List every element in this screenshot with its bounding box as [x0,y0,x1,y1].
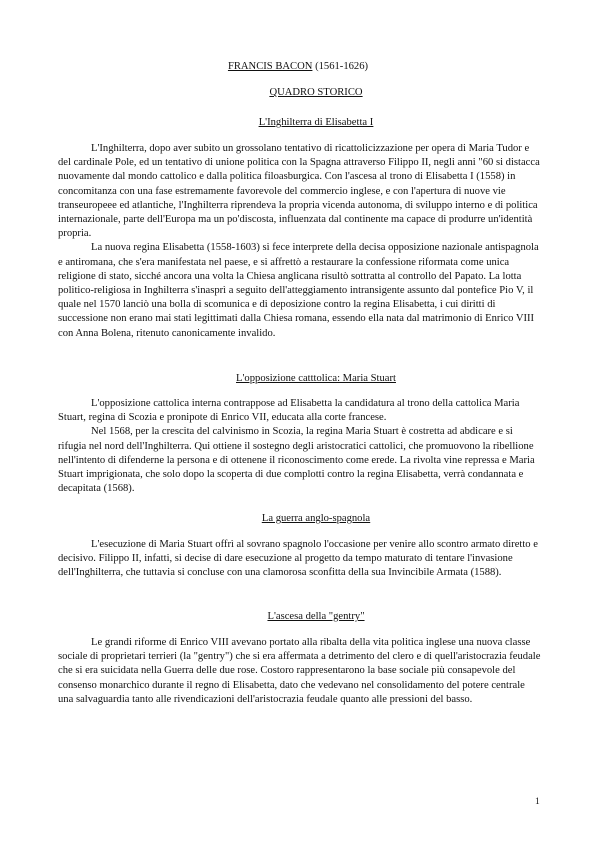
document-subtitle: QUADRO STORICO [269,87,363,98]
section-body-guerra [58,538,542,581]
author-dates: (1561-1626) [315,61,369,72]
paragraph: Nel 1568, per la crescita del calvinismo in Scozia, la regina Maria Stuart è costretta ad abdicare e si rifugia nel nord dell'Inghilterra. Qui ottiene il sostegno degli aristocratici cattolici, che promuovono la ribellione nell'intento di difenderne la persona e di ottenene il riconoscimento come erede. La rivolta vine repressa e Maria Stuart imprigionata, che solo dopo la scoperta di due complotti contro la regina Elisabetta, verrà condannata e decapitata (1568). [58,426,535,495]
section-heading-guerra: La guerra anglo-spagnola [261,513,371,524]
section-heading-maria-stuart: L'opposizione catttolica: Maria Stuart [236,373,396,384]
paragraph: L'opposizione cattolica interna contrappose ad Elisabetta la candidatura al trono della cattolica Maria Stuart, regina di Scozia e pronipote di Enrico VII, educata alla corte francese. [58,398,520,424]
paragraph: L'Inghilterra, dopo aver subito un grossolano tentativo di ricattolicizzazione per opera di Maria Tudor e del cardinale Pole, ed un tentativo di unione politica con la Spagna attraverso Filippo II, negli anni "60 si distacca nuovamente dal mondo cattolico e dalla politica filoasburgica. Con l'ascesa al trono di Elisabetta I (1558) in concomitanza con una fase estremamente favorevole del commercio inglese, e con l'apertura di nuove vie transeuropeee ed atlantiche, l'Inghilterra riprendeva la propria vicenda autonoma, di sviluppo interno e di politica internazionale, parte dell'Europa ma un po'discosta, influenzata dal continente ma capace di produrre un'identità propria. [58,143,540,240]
page-number: 1 [535,797,540,807]
document-title [0,60,596,74]
section-heading-gentry: L'ascesa della "gentry" [267,611,365,622]
section-body-inghilterra [58,142,542,341]
author-name: FRANCIS BACON [227,61,313,72]
paragraph: L'esecuzione di Maria Stuart offrì al sovrano spagnolo l'occasione per venire allo scontro armato diretto e decisivo. Filippo II, infatti, si decise di dare esecuzione al progetto da tempo maturato di tentare l'invasione dell'Inghilterra, che tuttavia si concluse con una clamorosa sconfitta della sua Invincibile Armata (1588). [58,539,538,579]
paragraph: La nuova regina Elisabetta (1558-1603) si fece interprete della decisa opposizione nazionale antispagnola e antiromana, che s'era manifestata nel paese, e si affrettò a restaurare la confessione riformata come unica religione di stato, sicché ancora una volta la Chiesa anglicana risultò sottratta al controllo del Papato. La lotta politico-religiosa in Inghilterra s'inasprì a seguito dell'atteggiamento intransigente assunto dal pontefice Pio V, il quale nel 1570 lanciò una bolla di scomunica e di deposizione contro la regina Elisabetta, i cui diritti di successione non erano mai stati legittimati dalla Chiesa romana, essendo ella nata dal matrimonio di Enrico VIII con Anna Bolena, ritenuto canonicamente invalido. [58,242,539,339]
section-body-gentry [58,636,542,707]
section-body-maria-stuart [58,397,542,496]
paragraph: Le grandi riforme di Enrico VIII avevano portato alla ribalta della vita politica inglese una nuova classe sociale di proprietari terrieri (la "gentry") che si era affermata a detrimento del clero e di quell'aristocrazia feudale che si era suicidata nella Guerra delle due rose. Costoro rappresentarono la base sociale più consapevole del consenso monarchico durante il regno di Elisabetta, dato che vedevano nel consolidamento del potere centrale una salvaguardia tanto alle rivendicazioni dell'aristocrazia feudale quanto alle pressioni del basso. [58,637,541,705]
section-heading-inghilterra: L'Inghilterra di Elisabetta I [258,117,374,128]
